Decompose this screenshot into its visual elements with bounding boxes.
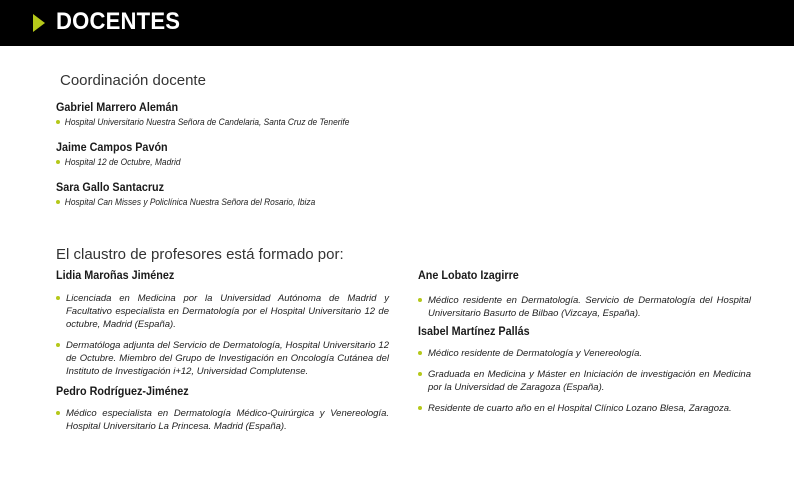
- coordinator-name: Sara Gallo Santacruz: [56, 180, 165, 194]
- faculty-name: Pedro Rodríguez-Jiménez: [56, 384, 189, 398]
- faculty-bullet: Médico residente de Dermatología y Venereología.: [418, 347, 751, 360]
- page-title: DOCENTES: [56, 8, 181, 35]
- coordinator-name: Gabriel Marrero Alemán: [56, 100, 179, 114]
- bullet-dot-icon: [418, 406, 422, 410]
- faculty-name: Lidia Maroñas Jiménez: [56, 268, 175, 282]
- play-arrow-icon: [33, 14, 45, 32]
- faculty-bullet: Licenciada en Medicina por la Universidad Autónoma de Madrid y Facultativo especialista en Dermatología por el Hospital Universitario 12 de octubre, Madrid (España).: [56, 292, 389, 331]
- coordinator-name: Jaime Campos Pavón: [56, 140, 168, 154]
- faculty-name: Isabel Martínez Pallás: [418, 324, 530, 338]
- coordination-title: Coordinación docente: [60, 72, 206, 89]
- faculty-title: El claustro de profesores está formado por:: [56, 246, 344, 263]
- faculty-bullet: Médico especialista en Dermatología Médico-Quirúrgica y Venereología. Hospital Universitario La Princesa. Madrid (España).: [56, 407, 389, 433]
- faculty-bullet: Residente de cuarto año en el Hospital Clínico Lozano Blesa, Zaragoza.: [418, 402, 751, 415]
- faculty-bullet: Dermatóloga adjunta del Servicio de Dermatología, Hospital Universitario 12 de Octubre. Miembro del Grupo de Investigación en Oncología Cutánea del Instituto de Investigación i+12, Universidad Complutense.: [56, 339, 389, 378]
- coordinator-affiliation: Hospital Universitario Nuestra Señora de Candelaria, Santa Cruz de Tenerife: [56, 116, 416, 129]
- bullet-dot-icon: [418, 351, 422, 355]
- header-bar: [0, 0, 794, 46]
- bullet-dot-icon: [56, 343, 60, 347]
- faculty-name: Ane Lobato Izagirre: [418, 268, 519, 282]
- bullet-dot-icon: [418, 298, 422, 302]
- coordinator-affiliation: Hospital 12 de Octubre, Madrid: [56, 156, 416, 169]
- faculty-bullet: Médico residente en Dermatología. Servicio de Dermatología del Hospital Universitario Basurto de Bilbao (Vizcaya, España).: [418, 294, 751, 320]
- faculty-bullet: Graduada en Medicina y Máster en Iniciación de investigación en Medicina por la Universidad de Zaragoza (España).: [418, 368, 751, 394]
- coordinator-affiliation: Hospital Can Misses y Policlínica Nuestra Señora del Rosario, Ibiza: [56, 196, 416, 209]
- bullet-dot-icon: [56, 296, 60, 300]
- bullet-dot-icon: [418, 372, 422, 376]
- bullet-dot-icon: [56, 411, 60, 415]
